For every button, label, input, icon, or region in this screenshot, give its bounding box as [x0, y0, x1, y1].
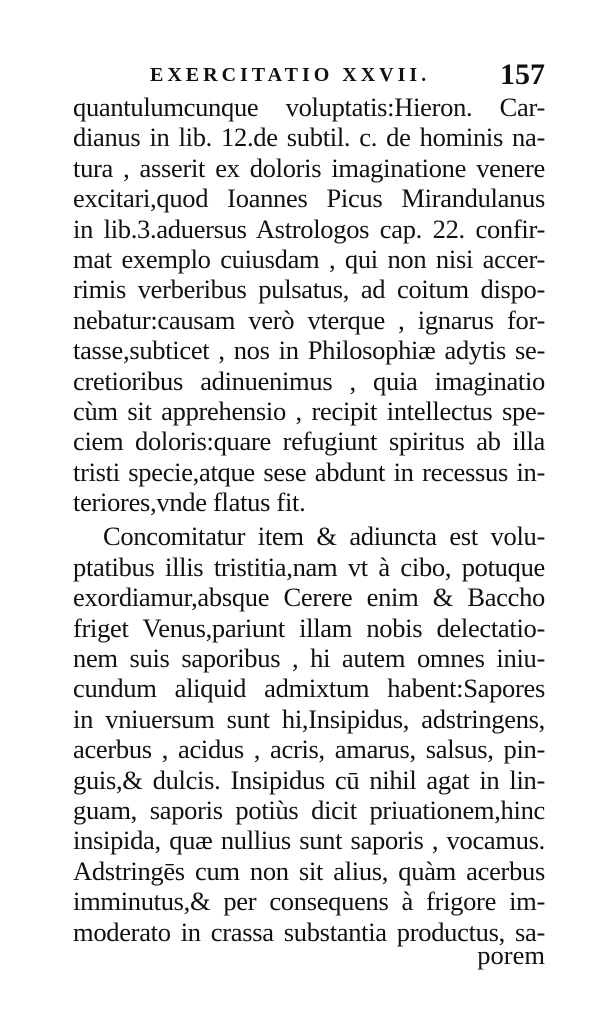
text-line: in vniuersum sunt hi,Insipidus, adstringens, — [73, 703, 545, 734]
text-line: teriores,vnde flatus fit. — [73, 487, 306, 518]
catchword: porem — [477, 940, 545, 970]
text-line: cundum aliquid admixtum habent:Sapores — [73, 673, 545, 704]
text-line: guis,& dulcis. Insipidus cū nihil agat in lin- — [73, 764, 545, 795]
text-line: insipida, quæ nullius sunt saporis , vocamus. — [73, 825, 545, 856]
text-line: tasse,subticet , nos in Philosophiæ adytis se- — [73, 335, 545, 366]
body-text — [73, 92, 545, 947]
page-number: 157 — [500, 58, 545, 91]
page-header — [75, 58, 545, 94]
text-line: exordiamur,absque Cerere enim & Baccho — [73, 582, 545, 613]
text-line: in lib.3.aduersus Astrologos cap. 22. confir- — [73, 213, 545, 244]
text-line: tura , asserit ex doloris imaginatione venere — [73, 152, 545, 183]
running-head: EXERCITATIO XXVII. — [150, 64, 431, 86]
text-line: Adstringēs cum non sit alius, quàm acerbus — [73, 855, 545, 886]
text-line: ptatibus illis tristitia,nam vt à cibo, potuque — [73, 551, 545, 582]
text-line: tristi specie,atque sese abdunt in recessus in- — [73, 456, 545, 487]
text-line: acerbus , acidus , acris, amarus, salsus, pin- — [73, 734, 545, 765]
text-line: cretioribus adinuenimus , quia imaginatio — [73, 365, 545, 396]
text-line: moderato in crassa substantia productus, sa- — [73, 916, 545, 947]
text-line: nem suis saporibus , hi autem omnes iniu- — [73, 643, 545, 674]
text-line: Concomitatur item & adiuncta est volu- — [103, 521, 545, 552]
paragraph-1 — [73, 92, 545, 517]
text-line: mat exemplo cuiusdam , qui non nisi accer- — [73, 243, 545, 274]
text-line: guam, saporis potiùs dicit priuationem,hinc — [73, 794, 545, 825]
text-line: dianus in lib. 12.de subtil. c. de hominis na- — [73, 122, 545, 153]
text-line: friget Venus,pariunt illam nobis delectatio- — [73, 612, 545, 643]
paragraph-2 — [73, 521, 545, 946]
text-line: ciem doloris:quare refugiunt spiritus ab illa — [73, 426, 545, 457]
text-line: excitari,quod Ioannes Picus Mirandulanus — [73, 183, 545, 214]
text-line: quantulumcunque voluptatis:Hieron. Car- — [73, 92, 545, 122]
text-line: imminutus,& per consequens à frigore im- — [73, 886, 545, 917]
text-line: cùm sit apprehensio , recipit intellectus spe- — [73, 395, 545, 426]
text-line: nebatur:causam verò vterque , ignarus for- — [73, 304, 545, 335]
text-line: rimis verberibus pulsatus, ad coitum dispo- — [73, 274, 545, 305]
